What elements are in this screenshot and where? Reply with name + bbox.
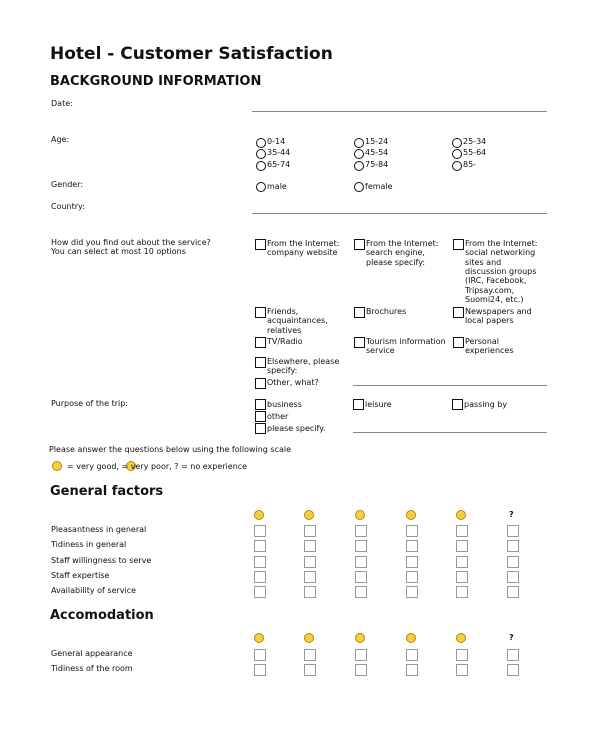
question-icon: ? [509,510,514,519]
age-option-label: 15-24 [365,137,389,146]
age-option-label: 25-34 [463,137,487,146]
source-checkbox[interactable] [354,337,365,348]
purpose-option-label: business [267,400,302,409]
rating-checkbox[interactable] [406,664,418,676]
date-label: Date: [51,99,73,108]
rating-checkbox[interactable] [254,586,266,598]
purpose-checkbox[interactable] [255,399,266,410]
rating-checkbox[interactable] [355,649,367,661]
age-radio[interactable] [354,149,364,159]
page-title: Hotel - Customer Satisfaction [50,44,333,64]
date-field[interactable] [252,111,547,112]
age-radio[interactable] [256,161,266,171]
rating-checkbox[interactable] [254,571,266,583]
rating-checkbox[interactable] [304,586,316,598]
source-option-label: service [366,346,395,356]
age-option-label: 75-84 [365,160,389,169]
purpose-checkbox[interactable] [353,399,364,410]
source-option-label: relatives [267,325,302,335]
rating-row-label: Pleasantness in general [51,525,147,534]
gender-option-label: male [267,182,287,191]
source-option-label: social networking [465,248,536,258]
source-option-label: Tripsay.com, [465,285,515,295]
purpose-specify-line[interactable] [353,432,547,433]
smiley-icon [254,633,264,643]
source-checkbox[interactable] [354,307,365,318]
source-checkbox[interactable] [255,337,266,348]
source-sublabel: You can select at most 10 options [51,247,186,256]
rating-checkbox[interactable] [304,571,316,583]
source-option-label: discussion groups [465,266,537,276]
rating-row-label: Staff willingness to serve [51,555,152,565]
smiley-icon [304,510,314,520]
gender-radio-male[interactable] [256,182,266,192]
source-checkbox[interactable] [255,378,266,389]
purpose-label: Purpose of the trip: [51,399,128,408]
rating-checkbox[interactable] [355,556,367,568]
age-radio[interactable] [452,161,462,171]
rating-checkbox[interactable] [456,571,468,583]
rating-checkbox[interactable] [355,586,367,598]
source-option-label: TV/Radio [267,337,303,346]
source-option-label: Other, what? [267,378,319,387]
rating-checkbox[interactable] [254,664,266,676]
source-option-label: From the Internet: [366,239,439,248]
source-option-label: From the Internet: [465,239,538,248]
source-option-label: Newspapers and [465,307,532,316]
purpose-option-label: leisure [365,400,392,409]
rating-checkbox[interactable] [406,556,418,568]
source-option-label: (IRC, Facebook, [465,276,527,286]
general-factors-heading: General factors [50,484,164,499]
question-icon: ? [509,633,514,642]
source-option-label: Friends, [267,307,299,316]
source-label: How did you find out about the service? [51,238,211,247]
age-option-label: 85- [463,160,477,169]
rating-checkbox[interactable] [456,525,468,537]
rating-checkbox[interactable] [355,525,367,537]
age-radio[interactable] [452,138,462,148]
purpose-option-label: please specify. [267,424,326,433]
source-checkbox[interactable] [255,239,266,250]
age-radio[interactable] [354,138,364,148]
rating-checkbox[interactable] [507,649,519,661]
age-option-label: 65-74 [267,160,291,169]
smiley-icon [355,510,365,520]
rating-checkbox[interactable] [507,664,519,676]
purpose-option-label: other [267,412,289,421]
source-checkbox[interactable] [453,307,464,318]
source-checkbox[interactable] [453,239,464,250]
rating-checkbox[interactable] [507,556,519,568]
rating-checkbox[interactable] [406,649,418,661]
rating-row-label: Availability of service [51,586,137,596]
smiley-icon [456,633,466,643]
rating-checkbox[interactable] [304,664,316,676]
source-option-label: acquaintances, [267,316,328,326]
source-option-label: search engine, [366,248,425,258]
gender-option-label: female [365,182,393,191]
source-option-label: From the Internet: [267,239,340,248]
rating-row-label: Staff expertise [51,570,110,580]
age-radio[interactable] [354,161,364,171]
scale-intro: Please answer the questions below using the following scale [49,445,292,454]
source-checkbox[interactable] [354,239,365,250]
smiley-icon [52,461,62,471]
smiley-icon [304,633,314,643]
rating-checkbox[interactable] [406,525,418,537]
source-option-label: please specify: [366,257,426,267]
country-field[interactable] [252,213,547,214]
rating-checkbox[interactable] [355,540,367,552]
rating-checkbox[interactable] [507,525,519,537]
smiley-icon [254,510,264,520]
smiley-icon [406,633,416,643]
rating-checkbox[interactable] [254,540,266,552]
rating-checkbox[interactable] [355,571,367,583]
rating-checkbox[interactable] [507,586,519,598]
smiley-icon [406,510,416,520]
rating-checkbox[interactable] [304,525,316,537]
rating-checkbox[interactable] [406,540,418,552]
age-radio[interactable] [256,138,266,148]
rating-row-label: General appearance [51,649,133,658]
rating-checkbox[interactable] [304,556,316,568]
source-option-label: sites and [465,257,502,267]
rating-checkbox[interactable] [254,649,266,661]
rating-checkbox[interactable] [304,649,316,661]
scale-legend: = very good, = very poor, ? = no experience [67,462,248,471]
rating-checkbox[interactable] [507,540,519,552]
purpose-checkbox[interactable] [255,411,266,422]
purpose-checkbox[interactable] [255,423,266,434]
rating-checkbox[interactable] [456,586,468,598]
section-background-heading: BACKGROUND INFORMATION [50,74,262,89]
age-option-label: 55-64 [463,148,487,157]
age-option-label: 0-14 [267,137,286,146]
rating-checkbox[interactable] [456,556,468,568]
rating-checkbox[interactable] [254,556,266,568]
rating-row-label: Tidiness of the room [51,664,133,674]
source-option-label: Suomi24, etc.) [465,294,524,304]
specify-line[interactable] [353,385,547,386]
smiley-icon [355,633,365,643]
accommodation-heading: Accomodation [50,608,154,623]
age-option-label: 35-44 [267,148,291,157]
rating-checkbox[interactable] [507,571,519,583]
source-option-label: Tourism information [366,337,446,346]
source-option-label: Personal [465,337,500,346]
age-option-label: 45-54 [365,148,389,157]
rating-checkbox[interactable] [456,664,468,676]
source-option-label: experiences [465,346,514,356]
rating-checkbox[interactable] [406,571,418,583]
gender-label: Gender: [51,180,84,189]
source-option-label: Elsewhere, please [267,357,340,366]
source-option-label: local papers [465,316,514,326]
age-radio[interactable] [452,149,462,159]
source-checkbox[interactable] [255,307,266,318]
gender-radio-female[interactable] [354,182,364,192]
rating-checkbox[interactable] [406,586,418,598]
source-checkbox[interactable] [255,357,266,368]
source-option-label: Brochures [366,307,407,316]
smiley-icon [456,510,466,520]
source-checkbox[interactable] [453,337,464,348]
rating-row-label: Tidiness in general [51,540,127,550]
source-option-label: company website [267,248,338,258]
rating-checkbox[interactable] [456,540,468,552]
age-label: Age: [51,135,70,144]
purpose-checkbox[interactable] [452,399,463,410]
purpose-option-label: passing by [464,400,508,409]
country-label: Country: [51,202,85,211]
rating-checkbox[interactable] [456,649,468,661]
source-option-label: specify: [267,366,298,376]
rating-checkbox[interactable] [355,664,367,676]
rating-checkbox[interactable] [304,540,316,552]
age-radio[interactable] [256,149,266,159]
rating-checkbox[interactable] [254,525,266,537]
